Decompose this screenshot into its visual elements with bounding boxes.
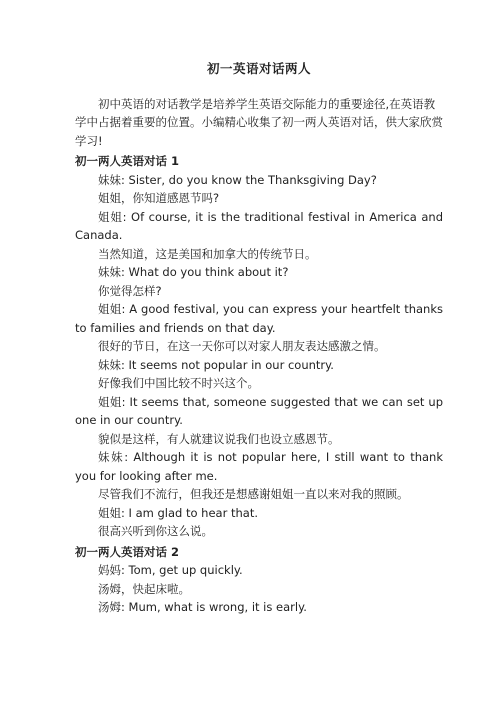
dialogue-line: 很好的节日，在这一天你可以对家人朋友表达感激之情。	[98, 339, 386, 353]
dialogue-line: 姐姐: A good festival, you can express your heartfelt thanks to families and friends on that day.	[75, 302, 443, 335]
intro-paragraph: 初中英语的对话教学是培养学生英语交际能力的重要途径,在英语教学中占据着重要的位置。小编精心收集了初一两人英语对话，供大家欣赏学习!	[75, 96, 443, 148]
dialogue-line: 妈妈: Tom, get up quickly.	[98, 563, 243, 577]
dialogue-line: 很高兴听到你这么说。	[98, 524, 213, 538]
dialogue-line: 妹妹: It seems not popular in our country.	[98, 357, 334, 372]
dialogue-line: 姐姐: I am glad to hear that.	[98, 505, 258, 520]
dialogue-line: 尽管我们不流行，但我还是想感谢姐姐一直以来对我的照顾。	[98, 487, 409, 501]
dialogue-line: 当然知道，这是美国和加拿大的传统节日。	[98, 246, 317, 261]
dialogue-line: 姐姐，你知道感恩节吗?	[98, 191, 220, 205]
document-title: 初一英语对话两人	[206, 61, 311, 76]
dialogue-line: 你觉得怎样?	[98, 283, 162, 298]
dialogue-line: 妹妹: What do you think about it?	[98, 265, 289, 279]
section-heading: 初一两人英语对话 2	[75, 544, 180, 559]
section-heading: 初一两人英语对话 1	[75, 154, 180, 168]
dialogue-section-1	[75, 152, 443, 541]
dialogue-line: 姐姐: It seems that, someone suggested that we can set up one in our country.	[75, 394, 443, 427]
dialogue-line: 汤姆，快起床啦。	[98, 581, 190, 596]
dialogue-line: 汤姆: Mum, what is wrong, it is early.	[98, 600, 307, 614]
dialogue-section-2	[75, 543, 443, 617]
dialogue-line: 妹妹: Although it is not popular here, I still want to thank you for looking after me.	[75, 450, 443, 483]
dialogue-line: 好像我们中国比较不时兴这个。	[98, 376, 259, 390]
dialogue-line: 貌似是这样，有人就建议说我们也设立感恩节。	[98, 431, 340, 446]
dialogue-line: 姐姐: Of course, it is the traditional festival in America and Canada.	[75, 209, 443, 242]
dialogue-line: 妹妹: Sister, do you know the Thanksgiving Day?	[98, 172, 377, 187]
